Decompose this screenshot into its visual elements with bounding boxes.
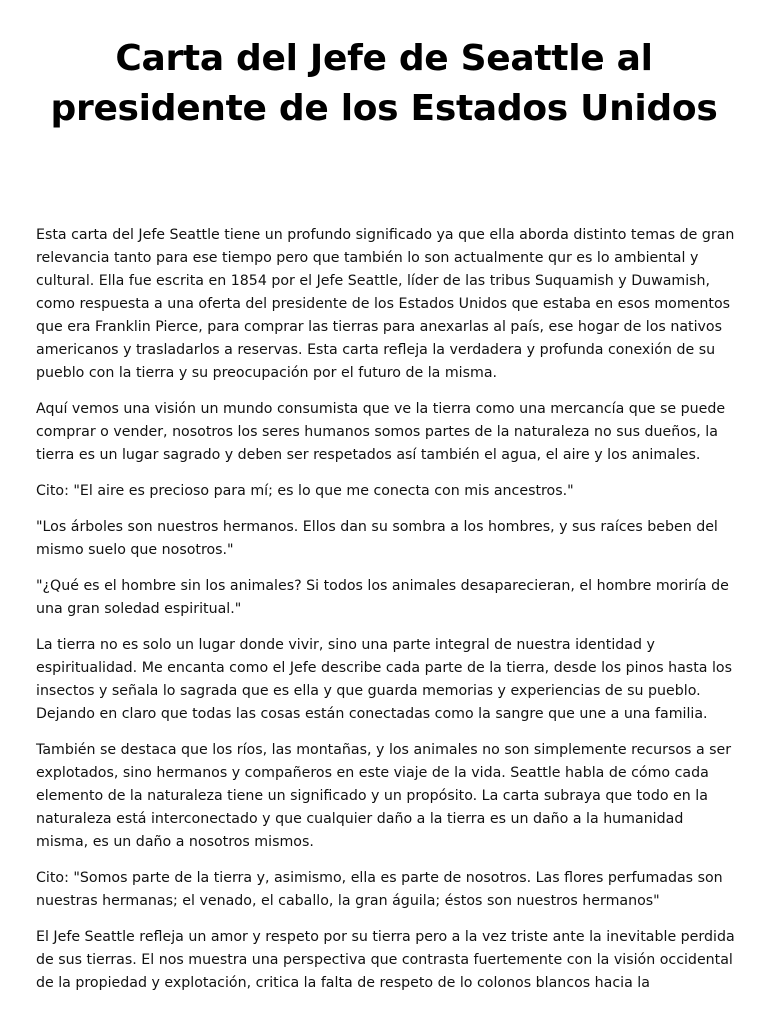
paragraph-intro: Esta carta del Jefe Seattle tiene un profundo significado ya que ella aborda distinto temas de gran relevancia tanto para ese tiempo pero que también lo son actualmente qur es lo ambiental y cultural. Ella fue escrita en 1854 por el Jefe Seattle, líder de las tribus Suquamish y Duwamish, como respuesta a una oferta del presidente de los Estados Unidos que estaba en esos momentos que era Franklin Pierce, para comprar las tierras para anexarlas al país, ese hogar de los nativos americanos y trasladarlos a reservas. Esta carta refleja la verdadera y profunda conexión de su pueblo con la tierra y su preocupación por el futuro de la misma. (36, 227, 735, 381)
paragraph-identity: La tierra no es solo un lugar donde vivir, sino una parte integral de nuestra identidad y espiritualidad. Me encanta como el Jefe describe cada parte de la tierra, desde los pinos hasta los insectos y señala lo sagrada que es ella y que guarda memorias y experiencias de su pueblo. Dejando en claro que todas las cosas están conectadas como la sangre que une a una familia. (36, 637, 732, 722)
document-title: Carta del Jefe de Seattle al presidente de los Estados Unidos (50, 38, 718, 129)
quote-air: Cito: "El aire es precioso para mí; es lo que me conecta con mis ancestros." (36, 483, 574, 499)
quote-trees: "Los árboles son nuestros hermanos. Ellos dan su sombra a los hombres, y sus raíces beben del mismo suelo que nosotros." (36, 519, 718, 558)
paragraph-consumerism: Aquí vemos una visión un mundo consumista que ve la tierra como una mercancía que se puede comprar o vender, nosotros los seres humanos somos partes de la naturaleza no sus dueños, la tierra es un lugar sagrado y deben ser respetados así también el agua, el aire y los animales. (36, 401, 726, 463)
paragraph-interconnection: También se destaca que los ríos, las montañas, y los animales no son simplemente recursos a ser explotados, sino hermanos y compañeros en este viaje de la vida. Seattle habla de cómo cada elemento de la naturaleza tiene un significado y un propósito. La carta subraya que todo en la naturaleza está interconectado y que cualquier daño a la tierra es un daño a la humanidad misma, es un daño a nosotros mismos. (36, 742, 732, 850)
document-body (36, 224, 736, 1008)
quote-animals: "¿Qué es el hombre sin los animales? Si todos los animales desaparecieran, el hombre moriría de una gran soledad espiritual." (36, 578, 729, 617)
quote-earth: Cito: "Somos parte de la tierra y, asimismo, ella es parte de nosotros. Las flores perfumadas son nuestras hermanas; el venado, el caballo, la gran águila; éstos son nuestros hermanos" (36, 870, 723, 909)
paragraph-conclusion: El Jefe Seattle refleja un amor y respeto por su tierra pero a la vez triste ante la inevitable perdida de sus tierras. El nos muestra una perspectiva que contrasta fuertemente con la visión occidental de la propiedad y explotación, critica la falta de respeto de lo colonos blancos hacia la (36, 929, 735, 991)
